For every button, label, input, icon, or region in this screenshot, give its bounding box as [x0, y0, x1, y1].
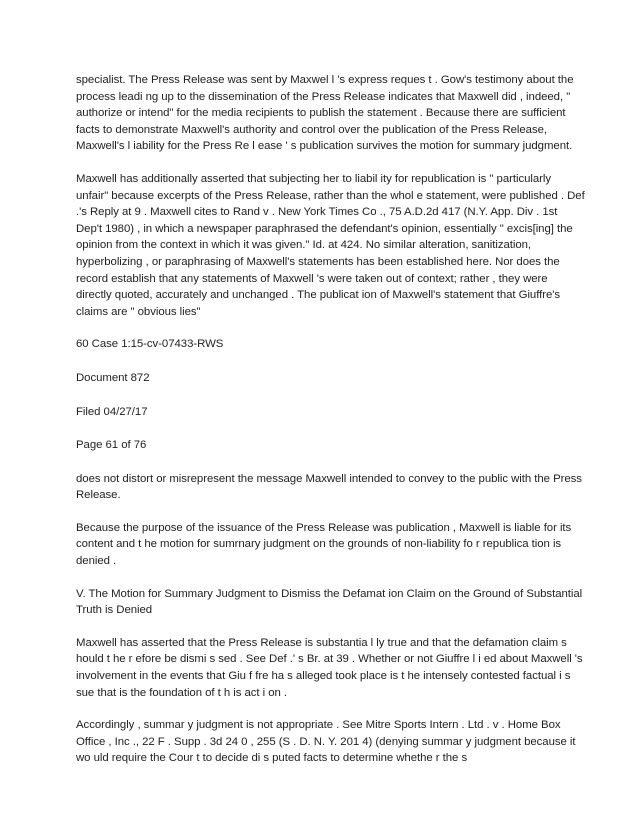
paragraph-accordingly: Accordingly , summar y judgment is not appropriate . See Mitre Sports Intern . Ltd . v . Home Box Office , Inc ., 22 F . Supp . 3d 24 0 , 255 (S . D. N. Y. 201 4) (denying summar y judgment because it wo uld require the Cour t to decide di s puted facts to determine whethe r the s	[76, 719, 576, 765]
paragraph-continuation: does not distort or misrepresent the message Maxwell intended to convey to the public with the Press Release.	[76, 472, 582, 502]
paragraph-republication: Maxwell has additionally asserted that subjecting her to liabil ity for republication is " particularly unfair" because excerpts of the Press Release, rather than the whol e statement, were published . Def .'s Reply at 9 . Maxwell cites to Rand v . New York Times Co ., 75 A.D.2d 417 (N.Y. App. Div . 1st Dep't 1980) , in which a newspaper paraphrased the defendant's opinion, essentially " excis[ing] the opinion from the context in which it was given." Id. at 424. No similar alteration, sanitization, hyperbolizing , or paraphrasing of Maxwell's statements has been established here. Nor does the record establish that any statements of Maxwell 's were taken out of context; rather , they were directly quoted, accurately and unchanged . The publicat ion of Maxwell's statement that Giuffre's claims are " obvious lies"	[76, 172, 585, 318]
paragraph-authority: specialist. The Press Release was sent by Maxwel l 's express reques t . Gow's testimony about the process leadi ng up to the dissemination of the Press Release indicates that Maxwell did , indeed, " authorize or intend" for the media recipients to publish the statement . Because there are sufficient facts to demonstrate Maxwell's authority and control over the publication of the Press Release, Maxwell's l iability for the Press Re l ease ' s publication survives the motion for summary judgment.	[76, 74, 574, 153]
document-number-line: Document 872	[76, 371, 150, 384]
filed-date-line: Filed 04/27/17	[76, 405, 148, 418]
paragraph-liability-conclusion: Because the purpose of the issuance of the Press Release was publication , Maxwell is liable for its content and t he motion for sumrnary judgment on the grounds of non-liability fo r republica tion is denied .	[76, 521, 572, 568]
section-heading: V. The Motion for Summary Judgment to Dismiss the Defamat ion Claim on the Ground of Substantial Truth is Denied	[76, 587, 583, 617]
page-number-line: Page 61 of 76	[76, 439, 147, 452]
paragraph-substantial-truth: Maxwell has asserted that the Press Release is substantia l ly true and that the defamation claim s hould t he r efore be dismi s sed . See Def .' s Br. at 39 . Whether or not Giuffre l i ed about Maxwell 's involvement in the events that Giu f fre ha s alleged took place is t he intensely contested factual i s sue that is the foundation of t h is act i on .	[76, 636, 583, 699]
case-number-line: 60 Case 1:15-cv-07433-RWS	[76, 338, 224, 351]
